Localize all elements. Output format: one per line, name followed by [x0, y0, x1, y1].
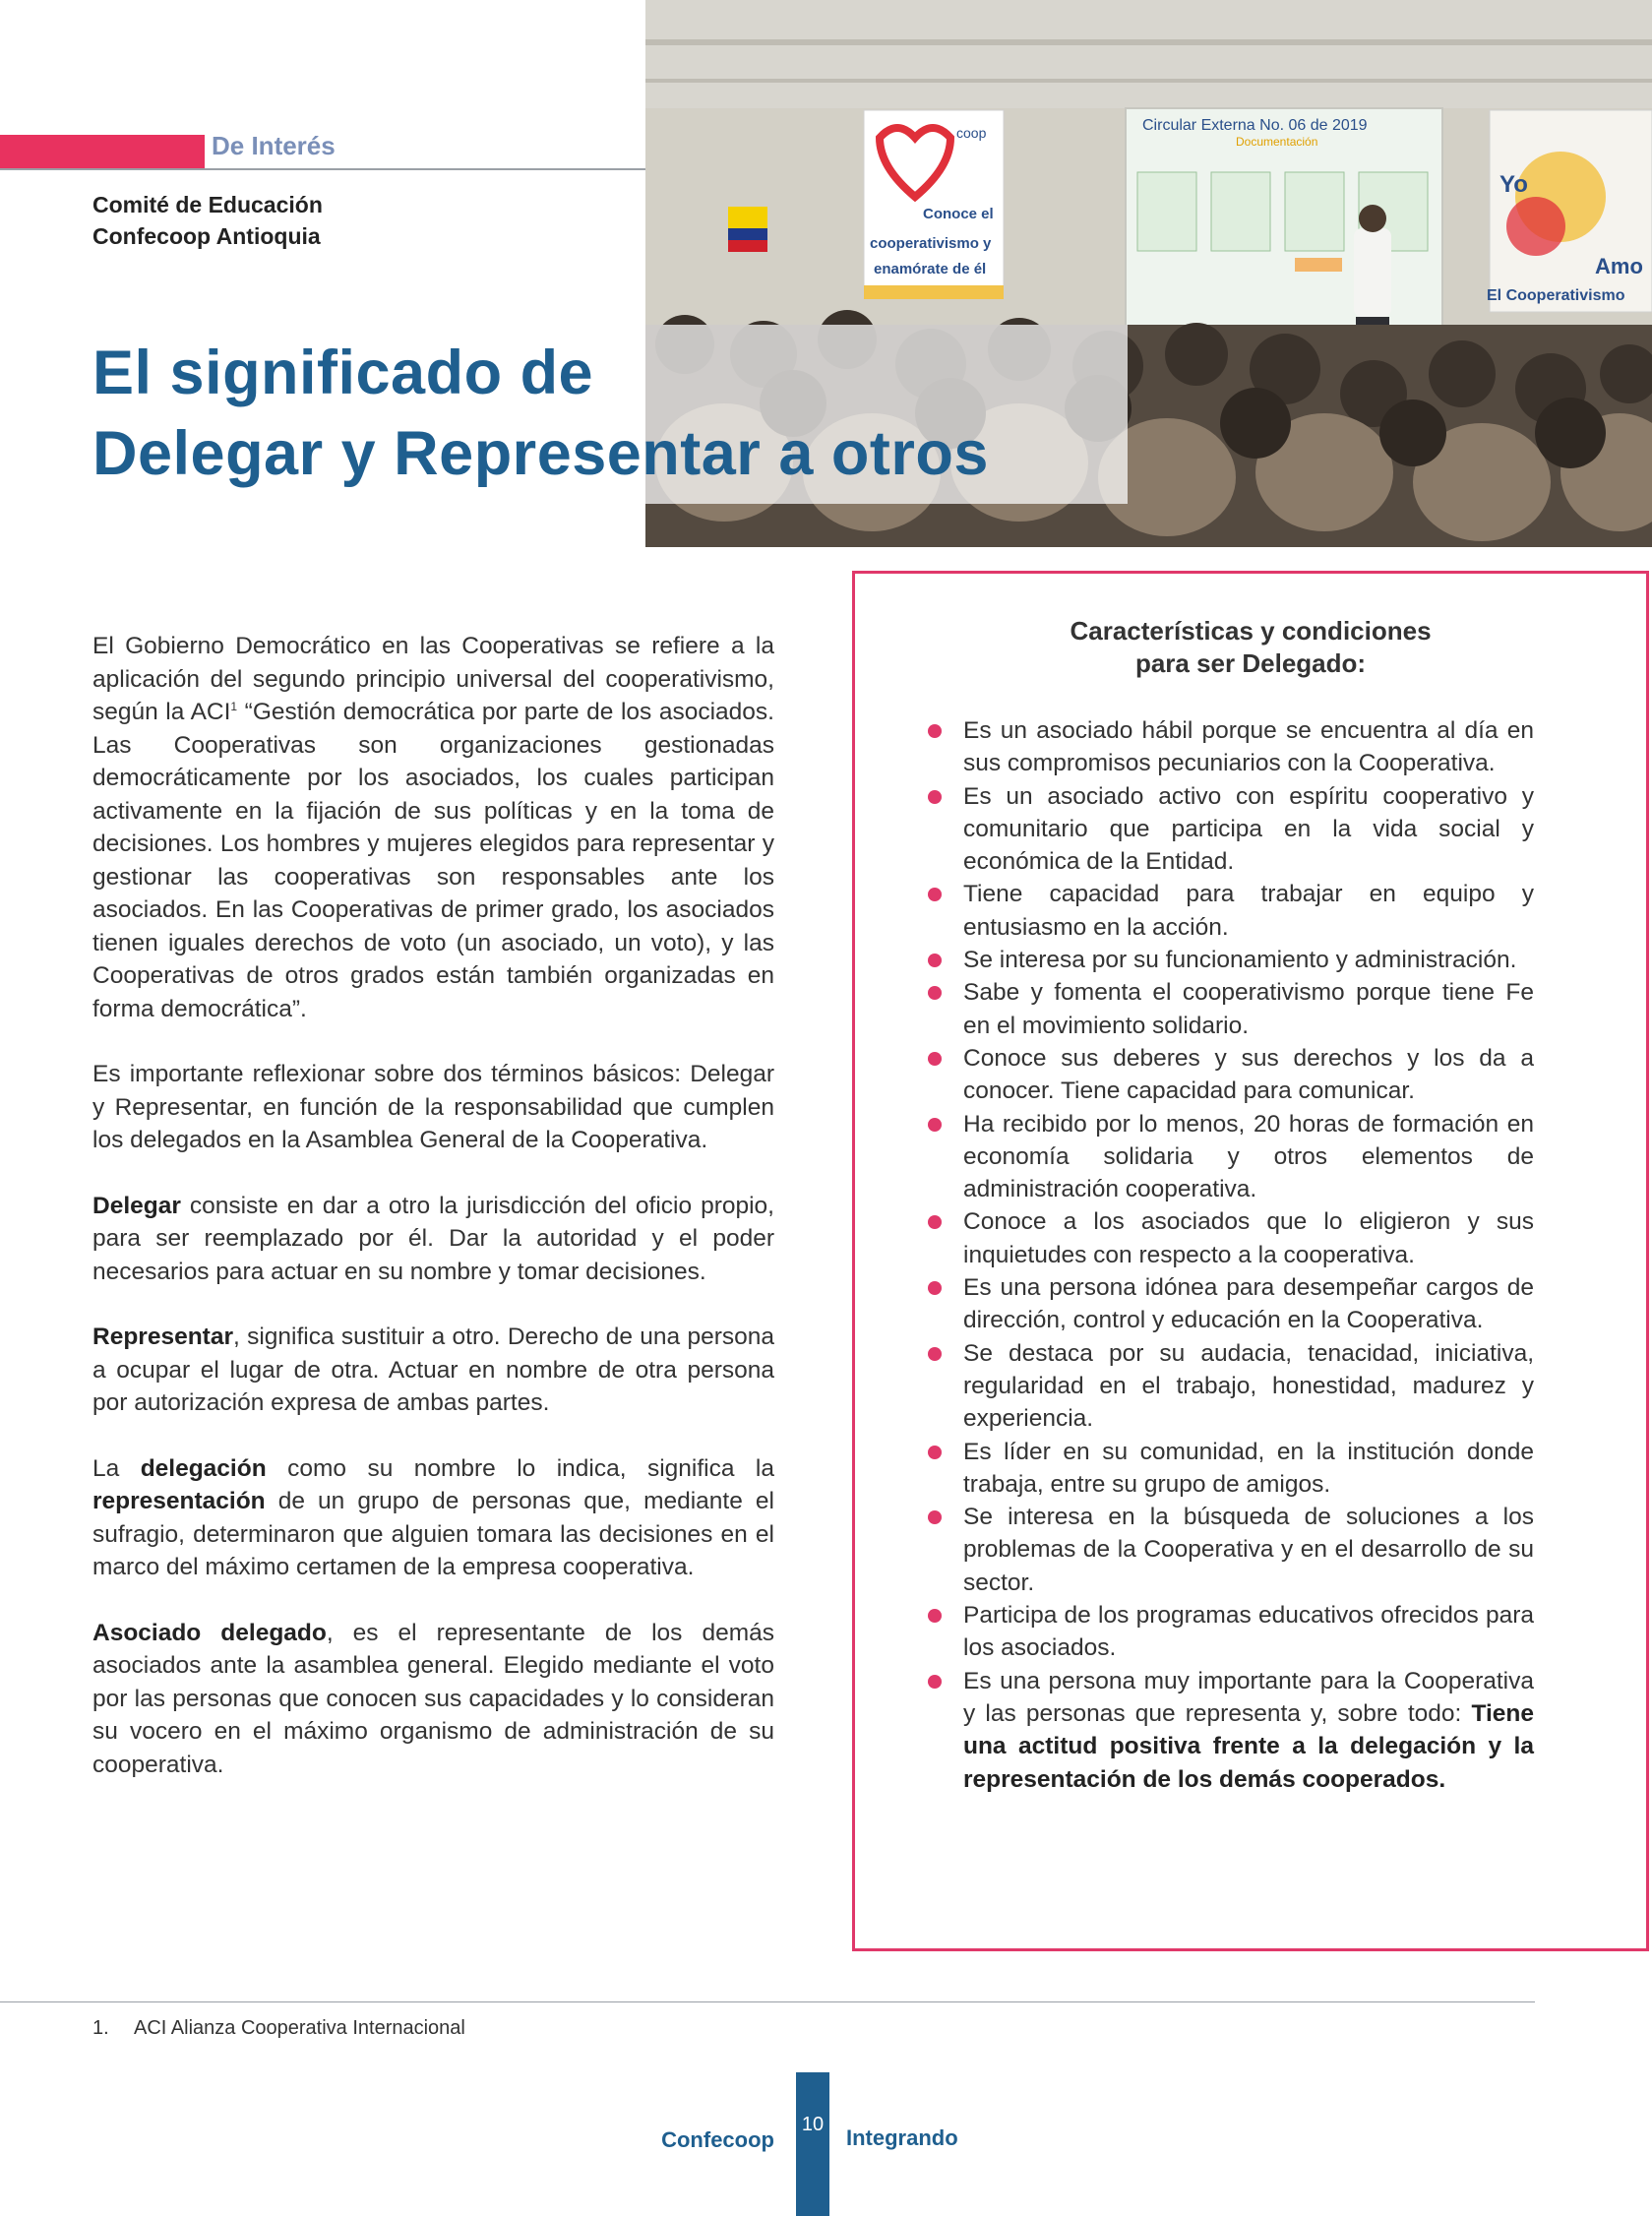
list-item: Sabe y fomenta el cooperativismo porque tiene Fe en el movimiento solidario.	[963, 976, 1534, 1042]
paragraph-asociado-delegado: Asociado delegado, es el representante de los demás asociados ante la asamblea general. Elegido mediante el voto por las personas que conocen sus capacidades y lo consideran su vocero en el máximo organismo de administración de su cooperativa.	[92, 1619, 774, 1778]
footnote	[92, 2017, 465, 2040]
paragraph-delegacion: La delegación como su nombre lo indica, significa la representación de un grupo de personas que, mediante el sufragio, determinaron que alguien tomara las decisiones en el marco del máximo certamen de la empresa cooperativa.	[92, 1454, 774, 1580]
article-body	[92, 630, 774, 1814]
list-item: Es una persona idónea para desempeñar cargos de dirección, control y educación en la Cooperativa.	[963, 1271, 1534, 1337]
list-item: Es líder en su comunidad, en la institución donde trabaja, entre su grupo de amigos.	[963, 1436, 1534, 1502]
requirements-box	[852, 571, 1649, 1951]
paragraph-1: El Gobierno Democrático en las Cooperativas se refiere a la aplicación del segundo principio universal del cooperativismo, según la ACI$^1$ “Gestión democrática por parte de los asociados. Las Cooperativas son organizaciones gestionadas democráticamente por los asociados, los cuales participan activamente en la fijación de sus políticas y en la toma de decisiones. Los hombres y mujeres elegidos para representar y gestionar las cooperativas son responsables ante los asociados. En las Cooperativas de primer grado, los asociados tienen iguales derechos de voto (un asociado, un voto), y las Cooperativas de otros grados están también organizadas en forma democrática”.	[92, 633, 774, 1022]
list-item: Es un asociado hábil porque se encuentra al día en sus compromisos pecuniarios con la Cooperativa.	[963, 714, 1534, 780]
title-line-2: Delegar y Representar a otros	[92, 419, 989, 488]
paragraph-2: Es importante reflexionar sobre dos términos básicos: Delegar y Representar, en función de la responsabilidad que cumplen los delegados en la Asamblea General de la Cooperativa.	[92, 1061, 774, 1153]
section-label: De Interés	[212, 131, 336, 160]
title-line-1: El significado de	[92, 339, 594, 407]
bullet-icon	[928, 888, 942, 901]
bullet-icon	[928, 1052, 942, 1066]
byline-line-2: Confecoop Antioquia	[92, 223, 321, 249]
bullet-icon	[928, 954, 942, 967]
requirements-list	[963, 714, 1534, 1796]
list-item: Es una persona muy importante para la Cooperativa y las personas que representa y, sobre todo: Tiene una actitud positiva frente a la delegación y la representación de los demás cooperados.	[963, 1665, 1534, 1796]
footnote-text: ACI Alianza Cooperativa Internacional	[134, 2017, 465, 2039]
page-number: 10	[801, 2114, 825, 2135]
bullet-icon	[928, 1510, 942, 1524]
paragraph-delegar: Delegar consiste en dar a otro la jurisdicción del oficio propio, para ser reemplazado por él. Dar la autoridad y el poder necesarios para actuar en su nombre y tomar decisiones.	[92, 1192, 774, 1285]
footnote-ref: 1	[230, 699, 238, 713]
list-item: Tiene capacidad para trabajar en equipo y entusiasmo en la acción.	[963, 878, 1534, 944]
list-item: Ha recibido por lo menos, 20 horas de formación en economía solidaria y otros elementos de administración cooperativa.	[963, 1108, 1534, 1206]
bullet-icon	[928, 724, 942, 738]
term-representacion: representación	[92, 1488, 266, 1514]
term-delegacion: delegación	[140, 1454, 267, 1482]
page-number-tab	[796, 2072, 829, 2216]
page-title	[92, 333, 989, 494]
byline	[92, 189, 323, 252]
byline-line-1: Comité de Educación	[92, 192, 323, 217]
term-asociado-delegado: Asociado delegado	[92, 1619, 327, 1646]
footnote-number: 1.	[92, 2017, 109, 2039]
list-item: Se destaca por su audacia, tenacidad, iniciativa, regularidad en el trabajo, honestidad, madurez y experiencia.	[963, 1337, 1534, 1436]
footer-brand: Confecoop	[661, 2127, 774, 2152]
bullet-icon	[928, 1118, 942, 1132]
bullet-icon	[928, 1609, 942, 1623]
footnote-divider	[0, 2001, 1535, 2002]
bullet-icon	[928, 1215, 942, 1229]
bullet-icon	[928, 790, 942, 804]
banner-right-line-2: Amo	[1595, 254, 1643, 278]
term-representar: Representar	[92, 1323, 233, 1350]
bullet-icon	[928, 1281, 942, 1295]
screen-title: Circular Externa No. 06 de 2019	[1142, 117, 1368, 134]
list-item: Conoce sus deberes y sus derechos y los da a conocer. Tiene capacidad para comunicar.	[963, 1042, 1534, 1108]
term-delegar: Delegar	[92, 1192, 181, 1219]
list-item: Es un asociado activo con espíritu cooperativo y comunitario que participa en la vida social y económica de la Entidad.	[963, 780, 1534, 879]
header-divider	[0, 168, 645, 170]
list-item: Conoce a los asociados que lo eligieron y sus inquietudes con respecto a la cooperativa.	[963, 1205, 1534, 1271]
banner-left-brand: coop	[956, 125, 987, 141]
banner-left-line-3: enamórate de él	[874, 261, 987, 277]
footer-publication: Integrando	[846, 2125, 958, 2150]
closing-statement: Tiene una actitud positiva frente a la delegación y la representación de los demás cooperados.	[963, 1699, 1534, 1793]
requirements-title: Características y condiciones para ser Delegado:	[1070, 616, 1432, 678]
bullet-icon	[928, 986, 942, 1000]
banner-right-line-3: El Cooperativismo	[1487, 287, 1625, 304]
list-item: Se interesa en la búsqueda de soluciones a los problemas de la Cooperativa y en el desarrollo de su sector.	[963, 1501, 1534, 1599]
bullet-icon	[928, 1675, 942, 1689]
paragraph-representar: Representar, significa sustituir a otro. Derecho de una persona a ocupar el lugar de otra. Actuar en nombre de otra persona por autorización expresa de ambas partes.	[92, 1323, 774, 1416]
list-item: Se interesa por su funcionamiento y administración.	[963, 944, 1534, 976]
list-item: Participa de los programas educativos ofrecidos para los asociados.	[963, 1599, 1534, 1665]
banner-left-line-2: cooperativismo y	[870, 235, 992, 252]
screen-subtitle: Documentación	[1236, 135, 1318, 149]
bullet-icon	[928, 1347, 942, 1361]
banner-right-line-1: Yo	[1499, 171, 1528, 198]
banner-left-line-1: Conoce el	[923, 206, 994, 222]
section-accent-bar	[0, 135, 205, 168]
bullet-icon	[928, 1446, 942, 1459]
